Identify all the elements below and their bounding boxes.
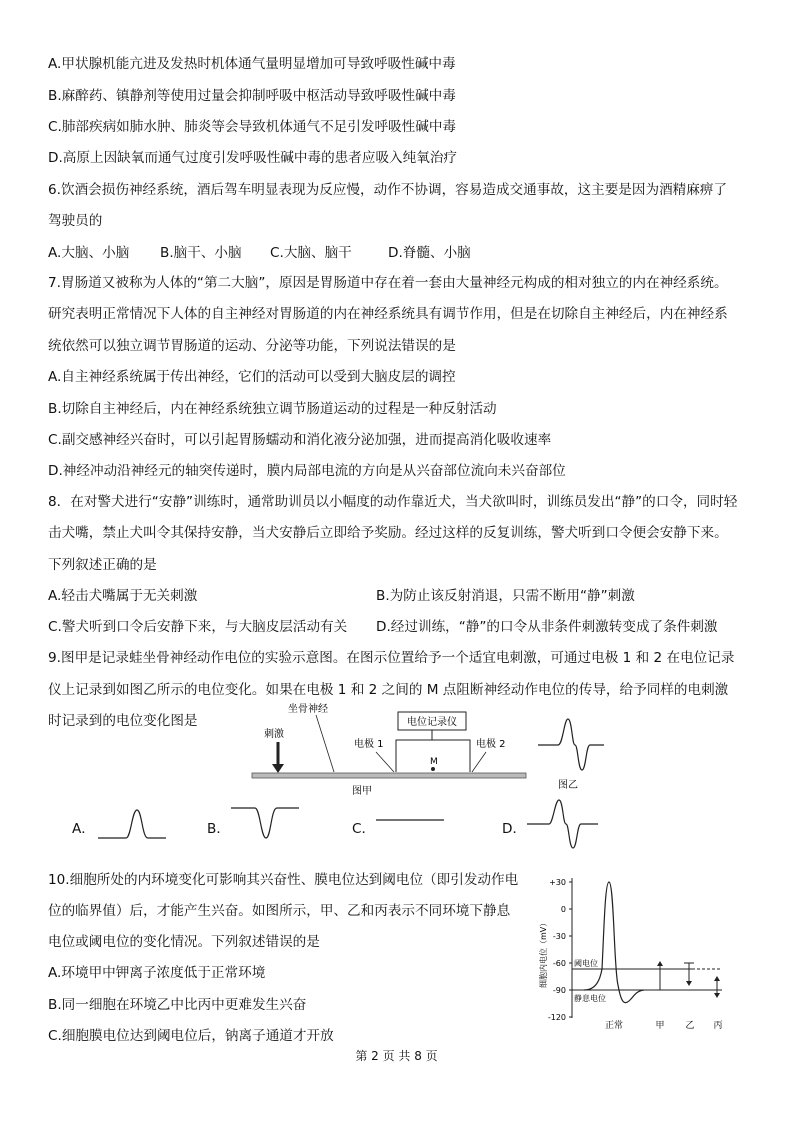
q10-stem-line2: 位的临界值）后，才能产生兴奋。如图所示，甲、乙和丙表示不同环境下静息 bbox=[48, 903, 511, 919]
q6-option-c: C.大脑、脑干 bbox=[270, 245, 352, 261]
q9-option-a-trace bbox=[96, 802, 168, 844]
y-axis-label: 细胞内电位（mV） bbox=[539, 918, 548, 988]
x-label-yi: 乙 bbox=[685, 1021, 695, 1030]
nerve-pointer bbox=[316, 715, 334, 772]
q5-option-b: B.麻醉药、镇静剂等使用过量会抑制呼吸中枢活动导致呼吸性碱中毒 bbox=[48, 88, 456, 104]
q9-option-b: B． bbox=[207, 821, 230, 837]
q9-option-d: D． bbox=[502, 821, 527, 837]
y-tick-group bbox=[548, 878, 572, 1022]
q5-option-a: A.甲状腺机能亢进及发热时机体通气量明显增加可导致呼吸性碱中毒 bbox=[48, 56, 456, 72]
figure-jia-caption: 图甲 bbox=[352, 786, 372, 797]
x-label-normal: 正常 bbox=[604, 1021, 624, 1030]
q5-option-c: C.肺部疾病如肺水肿、肺炎等会导致机体通气不足引发呼吸性碱中毒 bbox=[48, 119, 457, 135]
figure-yi-trace bbox=[538, 719, 604, 770]
electrode-2-pointer bbox=[472, 752, 486, 772]
q7-option-b: B.切除自主神经后，内在神经系统独立调节肠道运动的过程是一种反射活动 bbox=[48, 401, 497, 417]
q6-option-a: A.大脑、小脑 bbox=[48, 245, 130, 261]
q8-option-d: D.经过训练，“静”的口令从非条件刺激转变成了条件刺激 bbox=[376, 619, 718, 635]
q7-option-a: A.自主神经系统属于传出神经，它们的活动可以受到大脑皮层的调控 bbox=[48, 369, 456, 385]
q8-stem-line2: 击犬嘴，禁止犬叫令其保持安静，当犬安静后立即给予奖励。经过这样的反复训练，警犬听到口令便会安静下来。 bbox=[48, 525, 728, 541]
nerve-fiber bbox=[252, 773, 526, 778]
q7-stem-line1: 7.胃肠道又被称为人体的“第二大脑”，原因是胃肠道中存在着一套由大量神经元构成的相对独立的内在神经系统。 bbox=[48, 275, 728, 291]
point-m bbox=[431, 767, 435, 771]
q7-option-d: D.神经冲动沿神经元的轴突传递时，膜内局部电流的方向是从兴奋部位流向未兴奋部位 bbox=[48, 463, 566, 479]
q10-potential-figure bbox=[526, 870, 756, 1030]
recorder-label: 电位记录仪 bbox=[407, 717, 457, 728]
q6-stem-line1: 6.饮酒会损伤神经系统，酒后驾车明显表现为反应慢，动作不协调，容易造成交通事故，这主要是因为酒精麻痹了 bbox=[48, 182, 728, 198]
q10-option-a: A.环境甲中钾离子浓度低于正常环境 bbox=[48, 965, 266, 981]
q9-figure-yi bbox=[536, 712, 606, 792]
q10-stem-line1: 10.细胞所处的内环境变化可影响其兴奋性、膜电位达到阈电位（即引发动作电 bbox=[48, 872, 519, 888]
y-tick-label: -60 bbox=[552, 959, 566, 968]
q9-option-a: A． bbox=[72, 821, 95, 837]
figure-yi-caption: 图乙 bbox=[558, 780, 578, 791]
nerve-label: 坐骨神经 bbox=[288, 704, 328, 715]
q6-option-b: B.脑干、小脑 bbox=[160, 245, 242, 261]
x-label-jia: 甲 bbox=[655, 1021, 665, 1030]
q9-option-b-trace bbox=[229, 802, 301, 844]
q6-option-d: D.脊髓、小脑 bbox=[388, 245, 471, 261]
electrode-1-label: 电极 1 bbox=[354, 739, 384, 750]
q8-option-a: A.轻击犬嘴属于无关刺激 bbox=[48, 588, 198, 604]
electrode-2-label: 电极 2 bbox=[476, 739, 506, 750]
q9-option-c-trace bbox=[374, 810, 446, 830]
q9-stem-line3: 时记录到的电位变化图是 bbox=[48, 713, 198, 729]
stim-arrow-head bbox=[272, 764, 284, 773]
electrode-wire-2 bbox=[432, 740, 470, 772]
q8-stem-line1: 8．在对警犬进行“安静”训练时，通常助训员以小幅度的动作靠近犬，当犬欲叫时，训练员发出“静”的口令，同时轻 bbox=[48, 494, 738, 510]
q5-option-d: D.高原上因缺氧而通气过度引发呼吸性碱中毒的患者应吸入纯氧治疗 bbox=[48, 150, 458, 166]
q10-option-c: C.细胞膜电位达到阈电位后，钠离子通道才开放 bbox=[48, 1028, 334, 1044]
y-tick-label: -30 bbox=[552, 932, 566, 941]
q7-option-c: C.副交感神经兴奋时，可以引起胃肠蠕动和消化液分泌加强，进而提高消化吸收速率 bbox=[48, 432, 552, 448]
y-tick-label: -90 bbox=[552, 986, 566, 995]
resting-label: 静息电位 bbox=[574, 994, 606, 1003]
electrode-1-pointer bbox=[376, 752, 394, 772]
q9-option-c: C． bbox=[352, 821, 376, 837]
action-potential-trace bbox=[584, 882, 644, 1003]
q7-stem-line3: 统依然可以独立调节胃肠道的运动、分泌等功能，下列说法错误的是 bbox=[48, 338, 456, 354]
point-m-label: M bbox=[430, 757, 438, 767]
electrode-wire-1 bbox=[396, 730, 432, 772]
q9-figure-jia bbox=[250, 700, 528, 798]
threshold-label: 阈电位 bbox=[574, 959, 598, 968]
q9-stem-line1: 9.图甲是记录蛙坐骨神经动作电位的实验示意图。在图示位置给予一个适宜电刺激，可通过电极 1 和 2 在电位记录 bbox=[48, 650, 735, 666]
q8-stem-line3: 下列叙述正确的是 bbox=[48, 557, 157, 573]
q9-option-d-trace bbox=[525, 796, 600, 852]
x-label-bing: 丙 bbox=[713, 1021, 723, 1030]
y-tick-label: +30 bbox=[549, 878, 566, 887]
q10-stem-line3: 电位或阈电位的变化情况。下列叙述错误的是 bbox=[48, 934, 320, 950]
page-footer: 第 2 页 共 8 页 bbox=[355, 1049, 438, 1063]
q8-option-c: C.警犬听到口令后安静下来，与大脑皮层活动有关 bbox=[48, 619, 348, 635]
stim-label: 刺激 bbox=[264, 729, 284, 740]
q8-option-b: B.为防止该反射消退，只需不断用“静”刺激 bbox=[376, 588, 635, 604]
q9-stem-line2: 仪上记录到如图乙所示的电位变化。如果在电极 1 和 2 之间的 M 点阻断神经动作电位的传导，给予同样的电刺激 bbox=[48, 682, 729, 698]
q6-stem-line2: 驾驶员的 bbox=[48, 213, 103, 229]
q10-option-b: B.同一细胞在环境乙中比丙中更难发生兴奋 bbox=[48, 997, 307, 1013]
y-tick-label: -120 bbox=[547, 1013, 566, 1022]
q7-stem-line2: 研究表明正常情况下人体的自主神经对胃肠道的内在神经系统具有调节作用，但是在切除自主神经后，内在神经系 bbox=[48, 306, 728, 322]
y-tick-label: 0 bbox=[560, 905, 566, 914]
